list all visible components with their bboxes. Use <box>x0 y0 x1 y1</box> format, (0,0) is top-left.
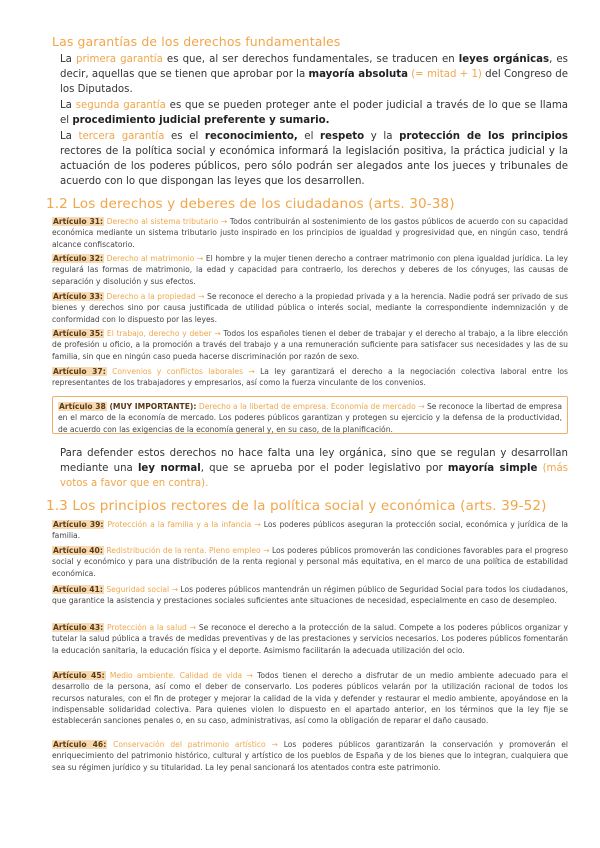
article-40: Artículo 40: Redistribución de la renta. Pleno empleo → Los poderes públicos promoverán las condiciones favorables para el progreso social y económico y para una distribución de la renta regional y personal más equitativa, en el marco de una política de estabilidad económica. <box>52 546 568 578</box>
article-46: Artículo 46: Conservación del patrimonio artístico → Los poderes públicos garantizarán la conservación y promoverán el enriquecimiento del patrimonio histórico, cultural y artístico de los pueblos de España y de los bienes que lo integran, cualquiera que sea su régimen jurídico y su titularidad. La ley penal sancionará los atentados contra este patrimonio. <box>52 740 568 772</box>
article-38: Artículo 38 (MUY IMPORTANTE): Derecho a la libertad de empresa. Economía de mercado → Se reconoce la libertad de empresa en el marco de la economía de mercado. Los poderes públicos garantizan y protegen su ejercicio y la defensa de la productividad, de acuerdo con las exigencias de la economía general y, en su caso, de la planificación. <box>58 402 563 434</box>
article-37: Artículo 37: Convenios y conflictos laborales → La ley garantizará el derecho a la negociación colectiva laboral entre los representantes de los trabajadores y empresarios, así como la fuerza vinculante de los convenios. <box>52 367 568 388</box>
article-32: Artículo 32: Derecho al matrimonio → El hombre y la mujer tienen derecho a contraer matrimonio con plena igualdad jurídica. La ley regulará las formas de matrimonio, la edad y capacidad para contraerlo, los derechos y deberes de los cónyuges, las causas de separación y disolución y sus efectos. <box>52 254 568 286</box>
article-45: Artículo 45: Medio ambiente. Calidad de vida → Todos tienen el derecho a disfrutar de un medio ambiente adecuado para el desarrollo de la persona, así como el deber de conservarlo. Los poderes públicos velarán por la utilización racional de todos los recursos naturales, con el fin de proteger y mejorar la calidad de la vida y defender y restaurar el medio ambiente, apoyándose en la indispensable solidaridad colectiva. Para quienes violen lo dispuesto en el apartado anterior, en los términos que la ley fije se establecerán sanciones penales o, en su caso, administrativas, así como la obligación de reparar el daño causado. <box>52 671 568 726</box>
paragraph-primera-garantia: La primera garantía es que, al ser derechos fundamentales, se traducen en leyes orgánicas, es decir, aquellas que se tienen que aprobar por la mayoría absoluta (= mitad + 1) del Congreso de los Diputados. <box>60 54 568 95</box>
article-41: Artículo 41: Seguridad social → Los poderes públicos mantendrán un régimen público de Seguridad Social para todos los ciudadanos, que garantice la asistencia y prestaciones sociales suficientes ante situaciones de necesidad, especialmente en caso de desempleo. <box>52 585 568 606</box>
section-heading-1-2: 1.2 Los derechos y deberes de los ciudadanos (arts. 30-38) <box>46 196 455 212</box>
article-39: Artículo 39: Protección a la familia y a la infancia → Los poderes públicos aseguran la protección social, económica y jurídica de la familia. <box>52 520 568 541</box>
paragraph-segunda-garantia: La segunda garantía es que se pueden proteger ante el poder judicial a través de lo que se llama el procedimiento judicial preferente y sumario. <box>60 100 568 126</box>
article-43: Artículo 43: Protección a la salud → Se reconoce el derecho a la protección de la salud. Compete a los poderes públicos organizar y tutelar la salud pública a través de medidas preventivas y de las prestaciones y servicios necesarios. Los poderes públicos fomentarán la educación sanitaria, la educación física y el deporte. Asimismo facilitarán la adecuada utilización del ocio. <box>52 623 569 655</box>
section-heading-1-3: 1.3 Los principios rectores de la política social y económica (arts. 39-52) <box>46 498 547 514</box>
paragraph-tercera-garantia: La tercera garantía es el reconocimiento, el respeto y la protección de los principios rectores de la política social y económica informará la legislación positiva, la práctica judicial y la actuación de los poderes públicos, pero sólo podrán ser alegados ante los jueces y tribunales de acuerdo con lo que dispongan las leyes que los desarrollen. <box>60 131 568 187</box>
article-31: Artículo 31: Derecho al sistema tributario → Todos contribuirán al sostenimiento de los gastos públicos de acuerdo con su capacidad económica mediante un sistema tributario justo inspirado en los principios de igualdad y progresividad que, en ningún caso, tendrá alcance confiscatorio. <box>52 217 568 249</box>
paragraph-ley-normal: Para defender estos derechos no hace falta una ley orgánica, sino que se regulan y desarrollan mediante una ley normal, que se aprueba por el poder legislativo por mayoría simple (más votos a favor que en contra). <box>60 448 569 489</box>
article-33: Artículo 33: Derecho a la propiedad → Se reconoce el derecho a la propiedad privada y a la herencia. Nadie podrá ser privado de sus bienes y derechos sino por causa justificada de utilidad pública o interés social, mediante la correspondiente indemnización y de conformidad con lo dispuesto por las leyes. <box>52 292 568 324</box>
article-38-box <box>52 396 568 434</box>
heading-garantias: Las garantías de los derechos fundamentales <box>52 34 341 49</box>
article-35: Artículo 35: El trabajo, derecho y deber → Todos los españoles tienen el deber de trabajar y el derecho al trabajo, a la libre elección de profesión u oficio, a la promoción a través del trabajo y a una remuneración suficiente para satisfacer sus necesidades y las de su familia, sin que en ningún caso pueda hacerse discriminación por razón de sexo. <box>52 329 568 361</box>
